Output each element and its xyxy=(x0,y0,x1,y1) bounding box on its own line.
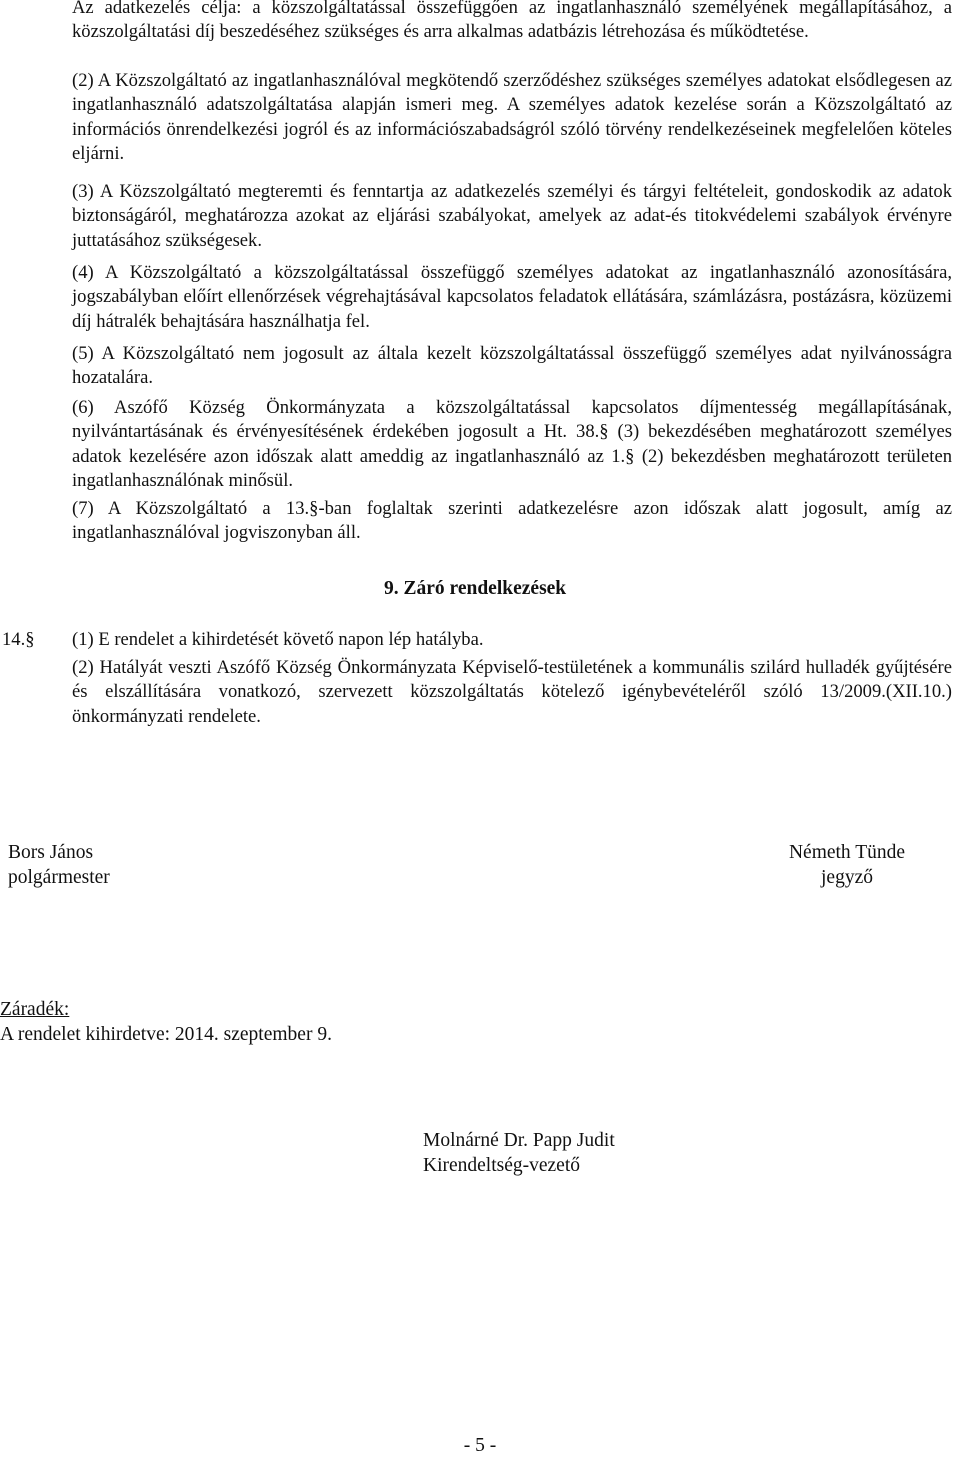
office-head-name: Molnárné Dr. Papp Judit xyxy=(423,1130,615,1151)
paragraph-6: (6) Aszófő Község Önkormányzata a közszolgáltatással kapcsolatos díjmentesség megállapításának, nyilvántartásának és érvényesítésének érdekében jogosult a Ht. 38.§ (3) bekezdésében meghatározott személyes adatok kezelésére azon időszak alatt ameddig az ingatlanhasználó az 1.§ (2) bekezdésben meghatározott területen ingatlanhasználónak minősül. xyxy=(72,397,952,491)
mayor-title: polgármester xyxy=(8,867,110,888)
paragraph-purpose: Az adatkezelés célja: a közszolgáltatással összefüggően az ingatlanhasználó személyének megállapításához, a közszolgáltatási díj beszedéséhez szükséges és arra alkalmas adatbázis létrehozása és működtetése. xyxy=(72,0,952,43)
paragraph-5: (5) A Közszolgáltató nem jogosult az általa kezelt közszolgáltatással összefüggő személyes adat nyilvánosságra hozatalára. xyxy=(72,343,952,389)
clause-label: Záradék: xyxy=(0,999,70,1020)
paragraph-2: (2) A Közszolgáltató az ingatlanhasználóval megkötendő szerződéshez szükséges személyes adatokat elsődlegesen az ingatlanhasználó adatszolgáltatása alapján ismeri meg. A személyes adatok kezelése során a Közszolgáltató az információs önrendelkezési jogról és az információszabadságról szóló törvény rendelkezéseinek megfelelően köteles eljárni. xyxy=(72,70,952,164)
signature-notary xyxy=(778,840,916,890)
mayor-name: Bors János xyxy=(8,842,94,863)
paragraph-7: (7) A Közszolgáltató a 13.§-ban foglaltak szerinti adatkezelésre azon időszak alatt jogosult, amíg az ingatlanhasználóval jogviszonyban áll. xyxy=(72,498,952,544)
page-number: - 5 - xyxy=(463,1435,497,1456)
clause-text: A rendelet kihirdetve: 2014. szeptember 9. xyxy=(0,1024,332,1045)
signature-office-head xyxy=(423,1128,615,1178)
closing-item-2: (2) Hatályát veszti Aszófő Község Önkormányzata Képviselő-testületének a kommunális szilárd hulladék gyűjtésére és elszállítására vonatkozó, szervezett közszolgáltatás kötelező igénybevételéről szóló 13/2009.(XII.10.) önkormányzati rendelete. xyxy=(72,657,952,727)
office-head-title: Kirendeltség-vezető xyxy=(423,1155,581,1176)
paragraph-3: (3) A Közszolgáltató megteremti és fenntartja az adatkezelés személyi és tárgyi feltételeit, gondoskodik az adatok biztonságáról, meghatározza azokat az eljárási szabályokat, amelyek az adat-és titokvédelemi szabályok érvényre juttatásához szükségesek. xyxy=(72,181,952,251)
paragraph-4: (4) A Közszolgáltató a közszolgáltatással összefüggő személyes adatokat az ingatlanhasználó azonosítására, jogszabályban előírt ellenőrzések végrehajtásával kapcsolatos feladatok ellátására, számlázásra, postázásra, közüzemi díj hátralék behajtására használhatja fel. xyxy=(72,262,952,332)
signature-mayor xyxy=(8,840,110,890)
section-heading: 9. Záró rendelkezések xyxy=(384,578,567,599)
notary-name: Németh Tünde xyxy=(788,842,906,863)
closing-item-1: (1) E rendelet a kihirdetését követő napon lép hatályba. xyxy=(72,629,484,650)
section-number: 14.§ xyxy=(2,629,35,650)
notary-title: jegyző xyxy=(821,867,873,888)
clause-block xyxy=(0,997,332,1047)
